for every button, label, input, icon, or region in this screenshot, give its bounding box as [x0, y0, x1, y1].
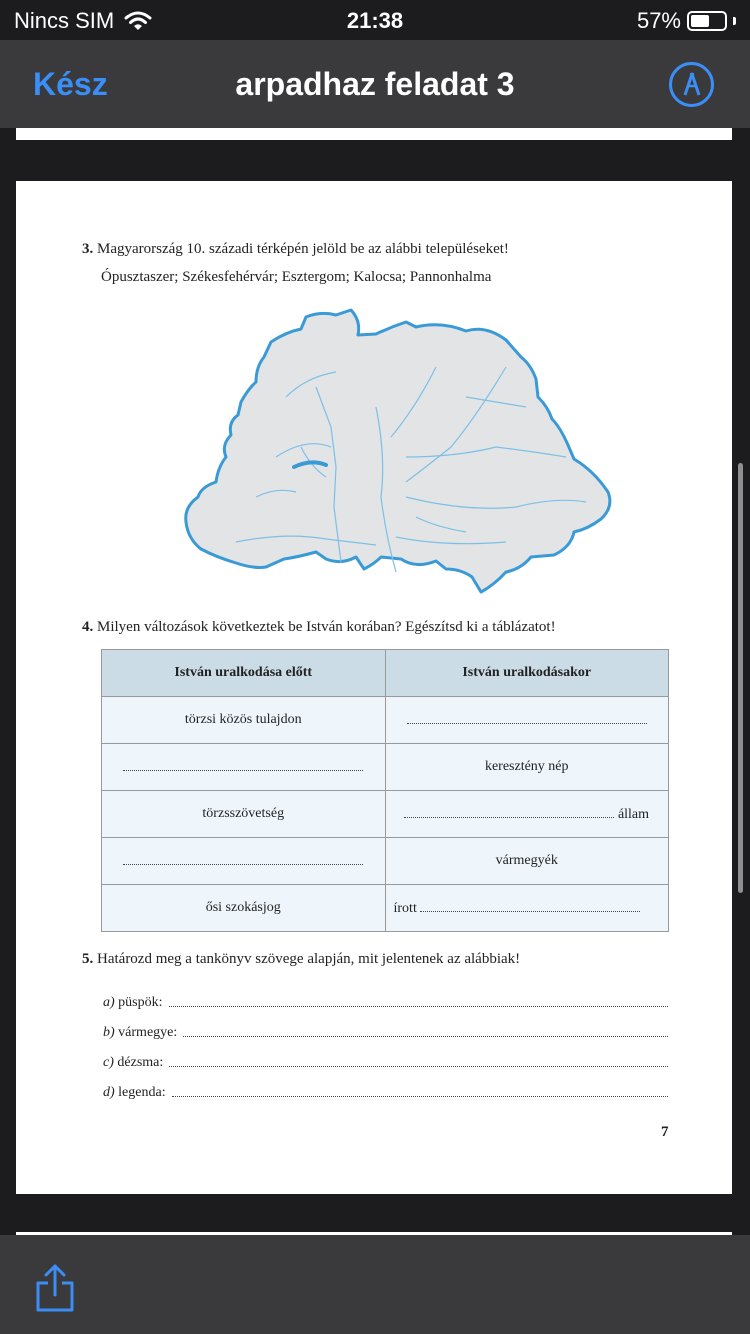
list-item	[103, 1011, 668, 1041]
fill-in-line	[123, 852, 363, 865]
question-3-heading	[82, 241, 509, 258]
table-row	[102, 697, 669, 744]
changes-table	[101, 649, 669, 932]
previous-page-edge	[16, 128, 732, 140]
question-4-text: Milyen változások következtek be István korában? Egészítsd ki a táblázatot!	[97, 619, 556, 635]
fill-in-line	[172, 1096, 668, 1097]
battery-icon	[687, 11, 727, 31]
table-cell: ősi szokásjog	[102, 885, 386, 932]
scroll-indicator[interactable]	[738, 463, 743, 893]
table-row	[102, 744, 669, 791]
fill-in-line	[407, 711, 647, 724]
document-title: arpadhaz feladat 3	[235, 66, 515, 102]
question-4-number: 4.	[82, 619, 94, 635]
bottom-toolbar	[0, 1235, 750, 1334]
battery-tip	[733, 17, 736, 25]
item-letter: b)	[103, 1025, 115, 1040]
done-button[interactable]: Kész	[33, 66, 108, 102]
document-viewer[interactable]	[0, 128, 750, 1235]
list-item	[103, 1071, 668, 1101]
clock: 21:38	[346, 8, 404, 33]
item-letter: d)	[103, 1085, 115, 1100]
fill-in-line	[169, 1066, 668, 1067]
markup-pen-icon	[680, 71, 704, 99]
battery-percent: 57%	[636, 8, 681, 33]
table-cell: vármegyék	[385, 838, 669, 885]
table-cell: keresztény nép	[385, 744, 669, 791]
question-3-number: 3.	[82, 241, 94, 257]
share-button[interactable]	[34, 1263, 76, 1318]
table-row	[102, 791, 669, 838]
table-header-before: István uralkodása előtt	[102, 650, 386, 697]
list-item	[103, 981, 668, 1011]
item-term: dézsma:	[117, 1055, 164, 1070]
status-bar	[0, 0, 750, 40]
item-term: püspök:	[118, 995, 163, 1010]
table-cell-blank	[102, 838, 386, 885]
navigation-bar	[0, 40, 750, 128]
table-row	[102, 885, 669, 932]
hungary-10th-century-map	[176, 307, 616, 597]
table-cell-text: állam	[617, 807, 650, 822]
table-cell: törzsszövetség	[102, 791, 386, 838]
question-5-heading	[82, 951, 520, 968]
item-letter: c)	[103, 1055, 114, 1070]
table-cell-blank	[102, 744, 386, 791]
table-row	[102, 838, 669, 885]
fill-in-line	[404, 805, 614, 818]
document-page	[16, 181, 732, 1194]
table-cell-with-blank	[385, 791, 669, 838]
page-number: 7	[661, 1124, 669, 1140]
table-cell: törzsi közös tulajdon	[102, 697, 386, 744]
question-3-text: Magyarország 10. századi térképén jelöld be az alábbi településeket!	[97, 241, 509, 257]
share-icon	[34, 1263, 76, 1313]
item-term: vármegye:	[118, 1025, 178, 1040]
battery-group	[637, 8, 736, 34]
fill-in-line	[169, 1006, 668, 1007]
table-header-row	[102, 650, 669, 697]
definitions-list	[103, 981, 668, 1101]
fill-in-line	[123, 758, 363, 771]
table-cell-with-blank	[385, 885, 669, 932]
question-3-settlements: Ópusztaszer; Székesfehérvár; Esztergom; Kalocsa; Pannonhalma	[101, 269, 492, 285]
fill-in-line	[420, 899, 640, 912]
question-5-text: Határozd meg a tankönyv szövege alapján, mit jelentenek az alábbiak!	[97, 951, 521, 967]
carrier-label: Nincs SIM	[14, 8, 115, 33]
table-cell-text: írott	[393, 901, 417, 916]
item-term: legenda:	[118, 1085, 166, 1100]
question-4-heading	[82, 619, 556, 636]
table-cell-blank	[385, 697, 669, 744]
list-item	[103, 1041, 668, 1071]
question-5-number: 5.	[82, 951, 94, 967]
fill-in-line	[183, 1036, 668, 1037]
markup-button[interactable]	[669, 62, 714, 107]
item-letter: a)	[103, 995, 115, 1010]
table-header-during: István uralkodásakor	[385, 650, 669, 697]
